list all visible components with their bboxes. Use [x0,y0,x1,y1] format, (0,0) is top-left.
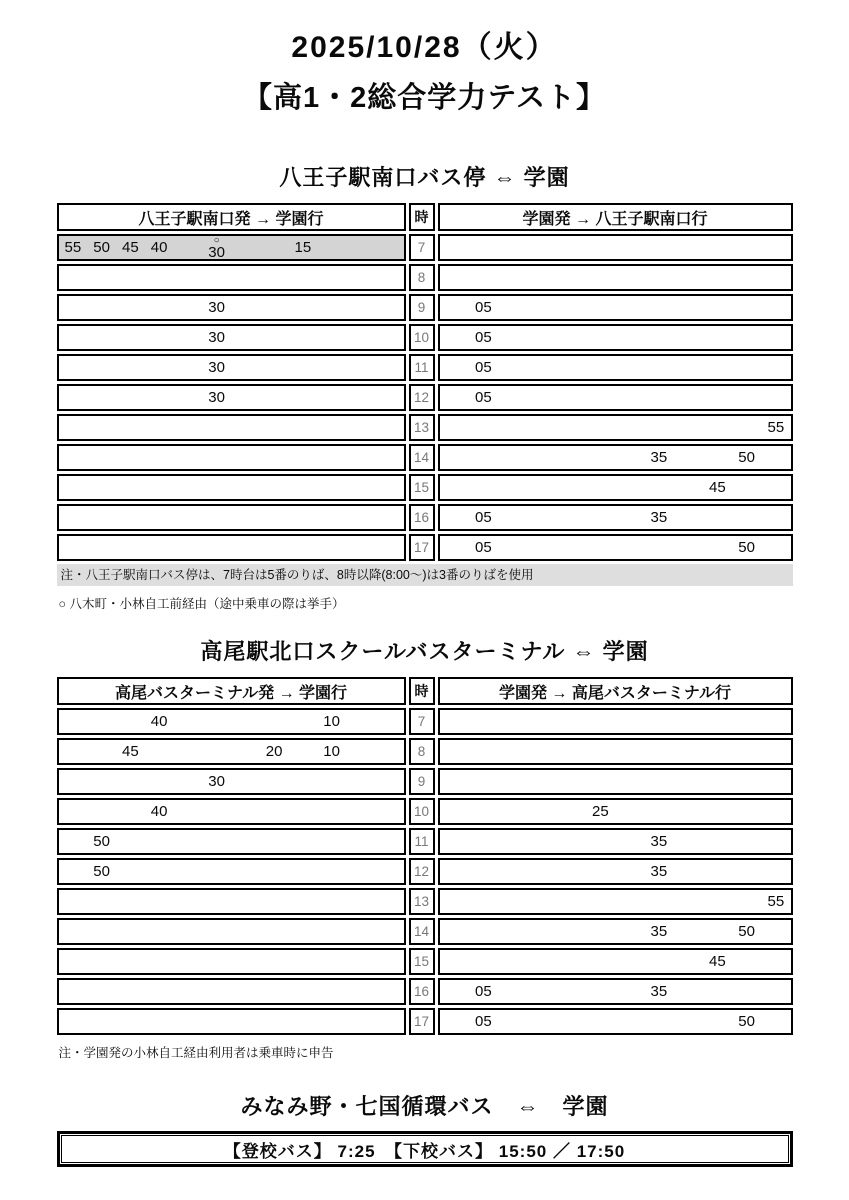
hour-cell [409,324,435,351]
time-entry-minute: 45 [122,743,139,760]
time-entry [644,506,673,529]
hour-header-cell: 時 [409,203,435,231]
hour-cell [409,504,435,531]
bus-table [57,203,793,561]
time-entry [87,236,116,259]
time-entry [703,476,732,499]
hour-label: 14 [413,924,430,939]
notes-block [0,564,849,612]
time-entry [469,356,498,379]
time-entry-minute: 30 [208,299,225,316]
time-entry [644,980,673,1003]
departure-header-cell: 高尾バスターミナル発 → 学園行 [57,677,406,705]
arrival-cell [438,738,793,765]
arrival-cell [438,294,793,321]
arrival-cell [438,948,793,975]
hour-cell [409,738,435,765]
time-entry [145,236,174,259]
arrival-cell [438,708,793,735]
hour-cell [409,918,435,945]
hour-cell [409,444,435,471]
arrival-cell [438,504,793,531]
hour-cell [409,384,435,411]
bus-table [57,677,793,1035]
timetable-row [57,444,793,471]
time-entry [761,416,790,439]
time-entry [732,1010,761,1033]
time-entry-minute: 35 [650,833,668,850]
arrival-cell [438,534,793,561]
hour-label: 15 [413,480,430,495]
hour-label: 12 [413,390,430,405]
hour-label: 12 [413,864,430,879]
arrival-cell [438,858,793,885]
hour-cell [409,798,435,825]
time-entry [644,830,673,853]
timetable-row [57,534,793,561]
hour-cell [409,474,435,501]
table-header-row [57,677,793,705]
timetable-row [57,1008,793,1035]
hour-label: 10 [413,330,430,345]
time-entry-minute: 15 [294,239,312,256]
time-entry [288,236,317,259]
arrival-cell [438,354,793,381]
hour-cell [409,534,435,561]
timetable-row [57,948,793,975]
time-entry-minute: 30 [208,389,225,406]
time-entry-minute: 35 [650,923,668,940]
time-entry-minute: 50 [93,863,110,880]
departure-cell [57,978,406,1005]
time-entry [202,236,231,259]
time-entry-minute: 45 [122,239,139,256]
time-entry-minute: 30 [208,243,225,261]
timetable-row [57,384,793,411]
timetable-row [57,234,793,261]
arrival-cell [438,828,793,855]
hour-label: 14 [413,450,430,465]
time-entry-minute: 50 [738,539,755,556]
hour-cell [409,768,435,795]
time-entry [469,1010,498,1033]
section-hachioji [0,164,849,612]
time-entry-minute: 05 [475,983,492,1000]
timetable-row [57,828,793,855]
hour-label: 13 [413,894,430,909]
time-entry-minute: 55 [64,239,82,256]
departure-cell [57,474,406,501]
time-entry [116,740,145,763]
time-entry [202,296,231,319]
timetable-row [57,978,793,1005]
hour-cell [409,888,435,915]
time-entry-minute: 50 [93,833,110,850]
time-entry-minute: 10 [323,713,340,730]
departure-cell [57,738,406,765]
hour-label: 9 [417,300,426,315]
time-entry-minute: 40 [150,239,168,256]
hour-cell [409,1008,435,1035]
time-entry [202,326,231,349]
departure-cell [57,504,406,531]
hour-label: 16 [413,984,430,999]
timetable-row [57,504,793,531]
departure-cell [57,858,406,885]
departure-cell [57,354,406,381]
hour-label: 13 [413,420,430,435]
hour-label: 10 [413,804,430,819]
hour-header-cell: 時 [409,677,435,705]
time-entry [59,236,88,259]
timetable-row [57,768,793,795]
hour-cell [409,858,435,885]
time-entry [469,326,498,349]
departure-header-cell: 八王子駅南口発 → 学園行 [57,203,406,231]
time-entry-minute: 25 [592,803,609,820]
arrival-cell [438,264,793,291]
hour-cell [409,264,435,291]
time-entry-minute: 05 [475,539,492,556]
arrival-cell [438,474,793,501]
time-entry-minute: 40 [150,803,168,820]
shuttle-banner [57,1131,793,1167]
via-note: 注・学園発の小林自工経由利用者は乗車時に申告 [58,1046,334,1060]
hour-label: 11 [414,360,429,375]
time-entry-minute: 35 [650,863,668,880]
hour-cell [409,354,435,381]
time-entry [469,980,498,1003]
hour-label: 11 [414,834,429,849]
section-title: 八王子駅南口バス停 ⇔ 学園 [279,165,570,190]
departure-cell [57,828,406,855]
hour-label: 8 [417,744,426,759]
time-entry-minute: 40 [150,713,168,730]
time-entry-minute: 35 [650,449,668,466]
hour-label: 8 [417,270,426,285]
arrival-header-cell: 学園発 → 高尾バスターミナル行 [438,677,793,705]
departure-cell [57,294,406,321]
arrival-cell [438,978,793,1005]
time-entry [732,920,761,943]
time-entry [469,296,498,319]
timetable-row [57,324,793,351]
shuttle-banner-text: 【登校バス】 7:25 【下校バス】 15:50 ／ 17:50 [61,1135,789,1163]
time-entry [644,446,673,469]
time-entry [469,386,498,409]
time-entry-minute: 55 [767,893,785,910]
hour-label: 7 [417,240,426,255]
section-title: みなみ野・七国循環バス ⇔ 学園 [240,1094,609,1119]
time-entry [469,506,498,529]
time-entry-minute: 05 [475,299,492,316]
time-entry-minute: 35 [650,509,668,526]
time-entry [644,920,673,943]
departure-cell [57,918,406,945]
arrival-cell [438,1008,793,1035]
hour-cell [409,948,435,975]
time-entry [644,860,673,883]
timetable-row [57,798,793,825]
departure-cell [57,444,406,471]
departure-cell [57,888,406,915]
departure-cell [57,264,406,291]
arrival-cell [438,444,793,471]
departure-cell [57,414,406,441]
page-subtitle: 【高1・2総合学力テスト】 [242,82,607,114]
time-entry [145,800,174,823]
time-entry [87,860,116,883]
timetable-row [57,858,793,885]
page-title: 2025/10/28（火） [291,31,558,64]
hour-cell [409,294,435,321]
departure-cell [57,948,406,975]
time-entry [145,710,174,733]
hour-cell [409,828,435,855]
section-takao [0,638,849,1061]
timetable-row [57,264,793,291]
departure-cell [57,324,406,351]
departure-cell [57,384,406,411]
time-entry-minute: 50 [738,1013,755,1030]
arrival-header-cell: 学園発 → 八王子駅南口行 [438,203,793,231]
time-entry [202,770,231,793]
time-entry-minute: 05 [475,1013,492,1030]
time-entry-minute: 50 [93,239,110,256]
time-entry-minute: 05 [475,359,492,376]
time-entry [202,386,231,409]
section-title: 高尾駅北口スクールバスターミナル ⇔ 学園 [200,639,649,664]
time-entry [732,536,761,559]
time-entry-minute: 20 [265,743,283,760]
arrival-cell [438,768,793,795]
time-entry [703,950,732,973]
time-entry-minute: 05 [475,389,492,406]
time-entry [116,236,145,259]
time-entry [260,740,289,763]
section-minamino-shuttle [0,1093,849,1167]
departure-cell [57,798,406,825]
time-entry [469,536,498,559]
time-entry-minute: 35 [650,983,668,1000]
time-entry-minute: 30 [208,359,225,376]
time-entry-minute: 50 [738,449,755,466]
timetable-row [57,888,793,915]
time-entry [87,830,116,853]
hour-label: 17 [413,1014,430,1029]
arrival-cell [438,234,793,261]
time-entry [732,446,761,469]
time-entry-minute: 50 [738,923,755,940]
timetable-row [57,474,793,501]
departure-cell [57,768,406,795]
timetable-row [57,294,793,321]
departure-cell [57,708,406,735]
time-entry [761,890,790,913]
timetable-row [57,918,793,945]
arrival-cell [438,888,793,915]
arrival-cell [438,324,793,351]
notes-block [0,1045,849,1061]
arrival-cell [438,918,793,945]
timetable-row [57,414,793,441]
time-entry-minute: 45 [709,479,726,496]
timetable-row [57,738,793,765]
time-entry-minute: 30 [208,773,225,790]
hour-cell [409,414,435,441]
time-entry-minute: 10 [323,743,340,760]
time-entry [317,710,346,733]
hour-cell [409,708,435,735]
time-entry [586,800,615,823]
hour-label: 9 [417,774,426,789]
timetable-row [57,354,793,381]
arrival-cell [438,414,793,441]
departure-cell [57,1008,406,1035]
via-marker-icon: ○ [213,234,220,246]
hour-label: 7 [417,714,426,729]
note-strip: 注・八王子駅南口バス停は、7時台は5番のりば、8時以降(8:00～)は3番のりばを使用 [57,564,793,586]
hour-label: 16 [413,510,430,525]
time-entry-minute: 05 [475,329,492,346]
arrival-cell [438,798,793,825]
hour-cell [409,234,435,261]
departure-cell [57,534,406,561]
timetable-row [57,708,793,735]
time-entry-minute: 30 [208,329,225,346]
time-entry-minute: 55 [767,419,785,436]
hour-cell [409,978,435,1005]
time-entry-minute: 05 [475,509,492,526]
table-header-row [57,203,793,231]
time-entry-minute: 45 [709,953,726,970]
time-entry [202,356,231,379]
via-note: ○ 八木町・小林自工前経由（途中乗車の際は挙手） [58,597,345,611]
departure-cell [57,234,406,261]
arrival-cell [438,384,793,411]
hour-label: 15 [413,954,430,969]
time-entry [317,740,346,763]
hour-label: 17 [413,540,430,555]
